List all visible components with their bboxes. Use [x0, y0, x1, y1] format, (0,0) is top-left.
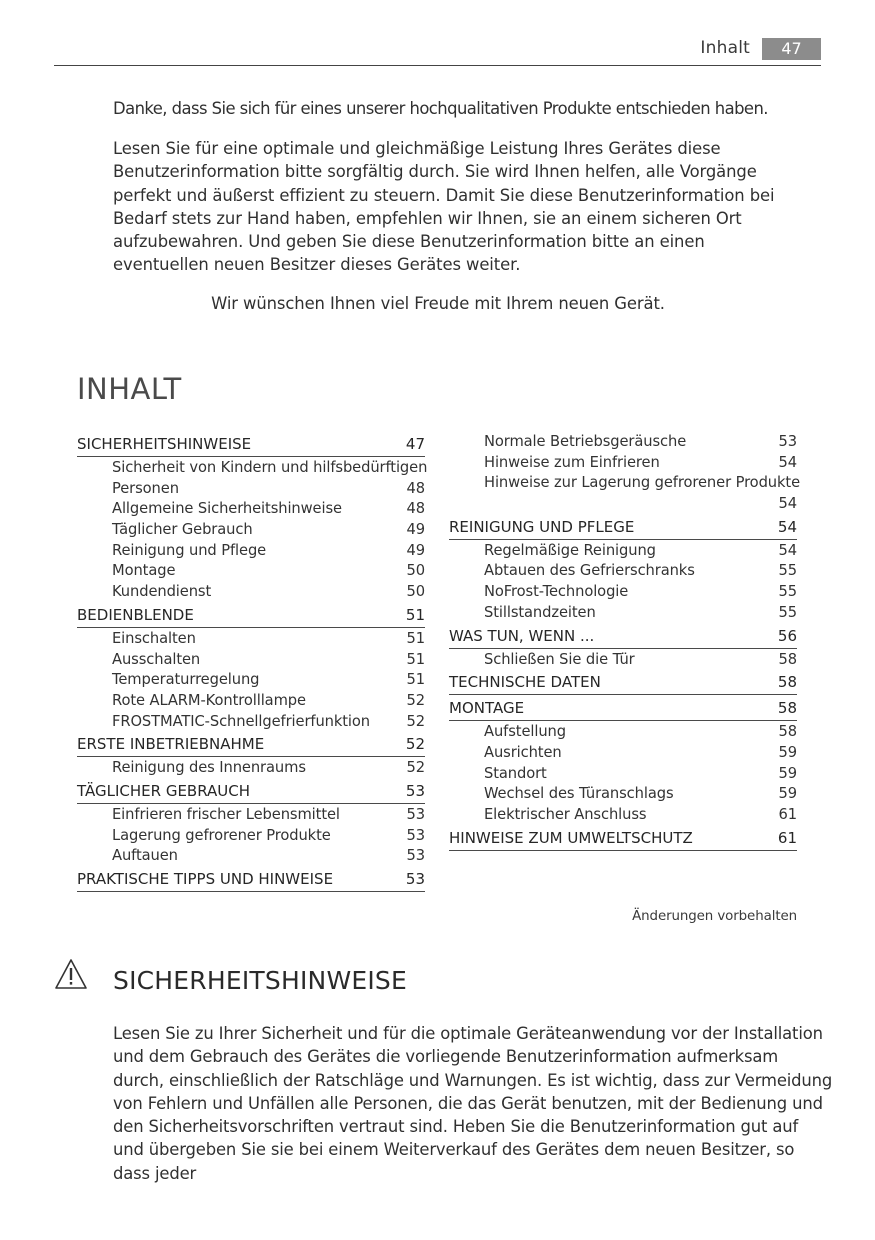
toc-subentry: [77, 758, 425, 779]
toc-subentry: [77, 670, 425, 691]
toc-right-column: [449, 432, 801, 852]
toc-entry-page: 52: [406, 712, 425, 730]
warning-triangle-icon: [53, 957, 89, 991]
toc-entry-page: 53: [405, 870, 425, 888]
toc-entry-page: 54: [778, 541, 797, 559]
toc-subentry: [449, 743, 797, 764]
toc-entry-page: 54: [778, 453, 797, 471]
toc-entry-label: WAS TUN, WENN ...: [449, 626, 595, 645]
toc-entry-label: Einschalten: [112, 629, 196, 647]
toc-subentry: [449, 541, 797, 562]
toc-chapter-entry: [449, 696, 797, 721]
toc-entry-page: 58: [777, 699, 797, 718]
toc-entry-label: PRAKTISCHE TIPPS UND HINWEISE: [77, 870, 334, 888]
toc-chapter-entry: [77, 779, 425, 804]
toc-chapter-entry: [77, 867, 425, 892]
intro-thanks: Danke, dass Sie sich für eines unserer hochqualitativen Produkte entschieden haben.: [113, 99, 768, 118]
toc-subentry: [77, 846, 425, 867]
section-text-safety: Lesen Sie zu Ihrer Sicherheit und für die optimale Geräteanwendung vor der Installation und dem Gebrauch des Gerätes die vorliegende Benutzerinformation aufmerksam durch, einschließlich der Ratschläge und Warnungen. Es ist wichtig, dass zur Vermeidung von Fehlern und Unfällen alle Personen, die das Gerät benutzen, mit der Bedienung und den Sicherheitsvorschriften vertraut sind. Heben Sie die Benutzerinformation gut auf und übergeben Sie sie bei einem Weiterverkauf des Gerätes dem neuen Besitzer, so dass jeder: [113, 1024, 833, 1183]
toc-entry-label: HINWEISE ZUM UMWELTSCHUTZ: [449, 828, 693, 847]
toc-entry-page: 53: [406, 847, 425, 865]
toc-entry-page: 53: [778, 433, 797, 450]
toc-entry-label: Ausrichten: [484, 743, 562, 761]
toc-entry-page: 51: [406, 671, 425, 689]
toc-entry-label: Personen: [112, 479, 179, 497]
toc-subentry: [449, 650, 797, 671]
toc-entry-page: 49: [406, 521, 425, 539]
toc-subentry: [77, 826, 425, 847]
toc-entry-label: Allgemeine Sicherheitshinweise: [112, 500, 342, 518]
toc-entry-label: Täglicher Gebrauch: [112, 521, 253, 539]
changes-note: Änderungen vorbehalten: [632, 909, 797, 924]
toc-entry-page: 61: [778, 805, 797, 823]
toc-chapter-entry: [77, 432, 425, 457]
toc-entry-label: Hinweise zum Einfrieren: [484, 453, 660, 471]
toc-entry-label: Einfrieren frischer Lebensmittel: [112, 805, 340, 823]
toc-subentry: [77, 629, 425, 650]
toc-subentry: [77, 520, 425, 541]
header-section-label: Inhalt: [700, 38, 750, 58]
toc-entry-page: 58: [777, 673, 797, 692]
toc-subentry: [77, 561, 425, 582]
page-number-badge: 47: [762, 38, 821, 60]
toc-entry-label: Abtauen des Gefrierschranks: [484, 562, 695, 580]
toc-entry-page: 51: [406, 629, 425, 647]
toc-entry-page: 48: [406, 479, 425, 497]
toc-subentry: [449, 722, 797, 743]
toc-entry-page: 59: [778, 764, 797, 782]
toc-left-column: [77, 432, 428, 893]
toc-entry-label: FROSTMATIC-Schnellgefrierfunktion: [112, 712, 371, 730]
toc-title: INHALT: [77, 372, 182, 406]
toc-entry-label: Wechsel des Türanschlags: [484, 785, 674, 803]
toc-entry-label: TÄGLICHER GEBRAUCH: [77, 781, 251, 800]
toc-chapter-entry: [449, 670, 797, 695]
toc-subentry: [77, 650, 425, 671]
toc-entry-label: Hinweise zur Lagerung gefrorener Produkte: [484, 474, 801, 492]
toc-subentry: [77, 458, 428, 479]
toc-entry-page: 54: [777, 517, 797, 536]
toc-entry-page: 58: [778, 650, 797, 668]
toc-entry-label: Schließen Sie die Tür: [484, 650, 635, 668]
toc-entry-page: 50: [406, 583, 425, 601]
toc-entry-page: 59: [778, 743, 797, 761]
toc-entry-page: 61: [777, 828, 797, 847]
toc-entry-page: 49: [406, 541, 425, 559]
toc-subentry: [77, 479, 425, 500]
toc-entry-label: Reinigung des Innenraums: [112, 759, 306, 777]
intro-instructions: Lesen Sie für eine optimale und gleichmäßige Leistung Ihres Gerätes diese Benutzerinformation bitte sorgfältig durch. Sie wird Ihnen helfen, alle Vorgänge perfekt und äußerst effizient zu steuern. Damit Sie diese Benutzerinformation bei Bedarf stets zur Hand haben, empfehlen wir Ihnen, sie an einem sicheren Ort aufzubewahren. Und geben Sie diese Benutzerinformation bitte an einen eventuellen neuen Besitzer dieses Gerätes weiter.: [113, 139, 775, 275]
toc-subentry: [449, 494, 797, 515]
intro-wishes: Wir wünschen Ihnen viel Freude mit Ihrem neuen Gerät.: [211, 294, 665, 313]
toc-subentry: [77, 805, 425, 826]
toc-entry-page: 52: [405, 735, 425, 754]
toc-subentry: [449, 473, 801, 494]
toc-chapter-entry: [77, 603, 425, 628]
toc-entry-label: REINIGUNG UND PFLEGE: [449, 517, 635, 536]
toc-entry-label: Elektrischer Anschluss: [484, 805, 647, 823]
toc-entry-page: 47: [405, 435, 425, 453]
toc-entry-label: Regelmäßige Reinigung: [484, 541, 656, 559]
toc-entry-page: 56: [777, 626, 797, 645]
toc-entry-page: 51: [405, 605, 425, 624]
toc-subentry: [449, 582, 797, 603]
toc-subentry: [77, 691, 425, 712]
toc-entry-page: 53: [405, 781, 425, 800]
toc-entry-label: MONTAGE: [449, 699, 525, 718]
toc-entry-page: 48: [406, 500, 425, 518]
toc-entry-label: Rote ALARM-Kontrolllampe: [112, 691, 306, 709]
toc-chapter-entry: [77, 732, 425, 757]
toc-chapter-entry: [449, 826, 797, 851]
toc-entry-label: ERSTE INBETRIEBNAHME: [77, 735, 265, 754]
toc-entry-label: Lagerung gefrorener Produkte: [112, 826, 331, 844]
toc-chapter-entry: [449, 624, 797, 649]
toc-subentry: [449, 764, 797, 785]
header-divider: [54, 65, 821, 66]
toc-entry-label: Normale Betriebsgeräusche: [484, 433, 687, 450]
toc-chapter-entry: [449, 515, 797, 540]
toc-entry-page: 55: [778, 562, 797, 580]
toc-entry-label: Reinigung und Pflege: [112, 541, 267, 559]
toc-entry-label: Temperaturregelung: [112, 671, 260, 689]
toc-entry-label: Standort: [484, 764, 547, 782]
toc-entry-page: 51: [406, 650, 425, 668]
toc-entry-label: SICHERHEITSHINWEISE: [77, 435, 252, 453]
toc-entry-page: 58: [778, 723, 797, 741]
toc-subentry: [449, 453, 797, 474]
toc-entry-label: Aufstellung: [484, 723, 566, 741]
toc-entry-label: Kundendienst: [112, 583, 212, 601]
toc-entry-page: 54: [778, 495, 797, 513]
toc-entry-page: 55: [778, 603, 797, 621]
toc-subentry: [449, 603, 797, 624]
toc-subentry: [77, 541, 425, 562]
toc-entry-label: NoFrost-Technologie: [484, 583, 629, 601]
toc-subentry: [449, 432, 797, 453]
toc-subentry: [449, 784, 797, 805]
toc-entry-label: BEDIENBLENDE: [77, 605, 194, 624]
toc-subentry: [77, 499, 425, 520]
toc-entry-page: 53: [406, 805, 425, 823]
toc-entry-label: Sicherheit von Kindern und hilfsbedürftigen: [112, 459, 428, 476]
toc-entry-label: TECHNISCHE DATEN: [449, 673, 601, 692]
toc-entry-page: 52: [406, 759, 425, 777]
toc-subentry: [77, 582, 425, 603]
toc-subentry: [449, 561, 797, 582]
toc-subentry: [77, 712, 425, 733]
toc-entry-label: Auftauen: [112, 847, 178, 865]
toc-entry-label: Stillstandzeiten: [484, 603, 596, 621]
toc-entry-label: Ausschalten: [112, 650, 201, 668]
toc-entry-page: 55: [778, 583, 797, 601]
toc-subentry: [449, 805, 797, 826]
section-title-safety: SICHERHEITSHINWEISE: [113, 966, 407, 995]
toc-entry-page: 50: [406, 562, 425, 580]
toc-entry-page: 52: [406, 691, 425, 709]
toc-entry-label: Montage: [112, 562, 176, 580]
toc-entry-page: 59: [778, 785, 797, 803]
toc-entry-page: 53: [406, 826, 425, 844]
